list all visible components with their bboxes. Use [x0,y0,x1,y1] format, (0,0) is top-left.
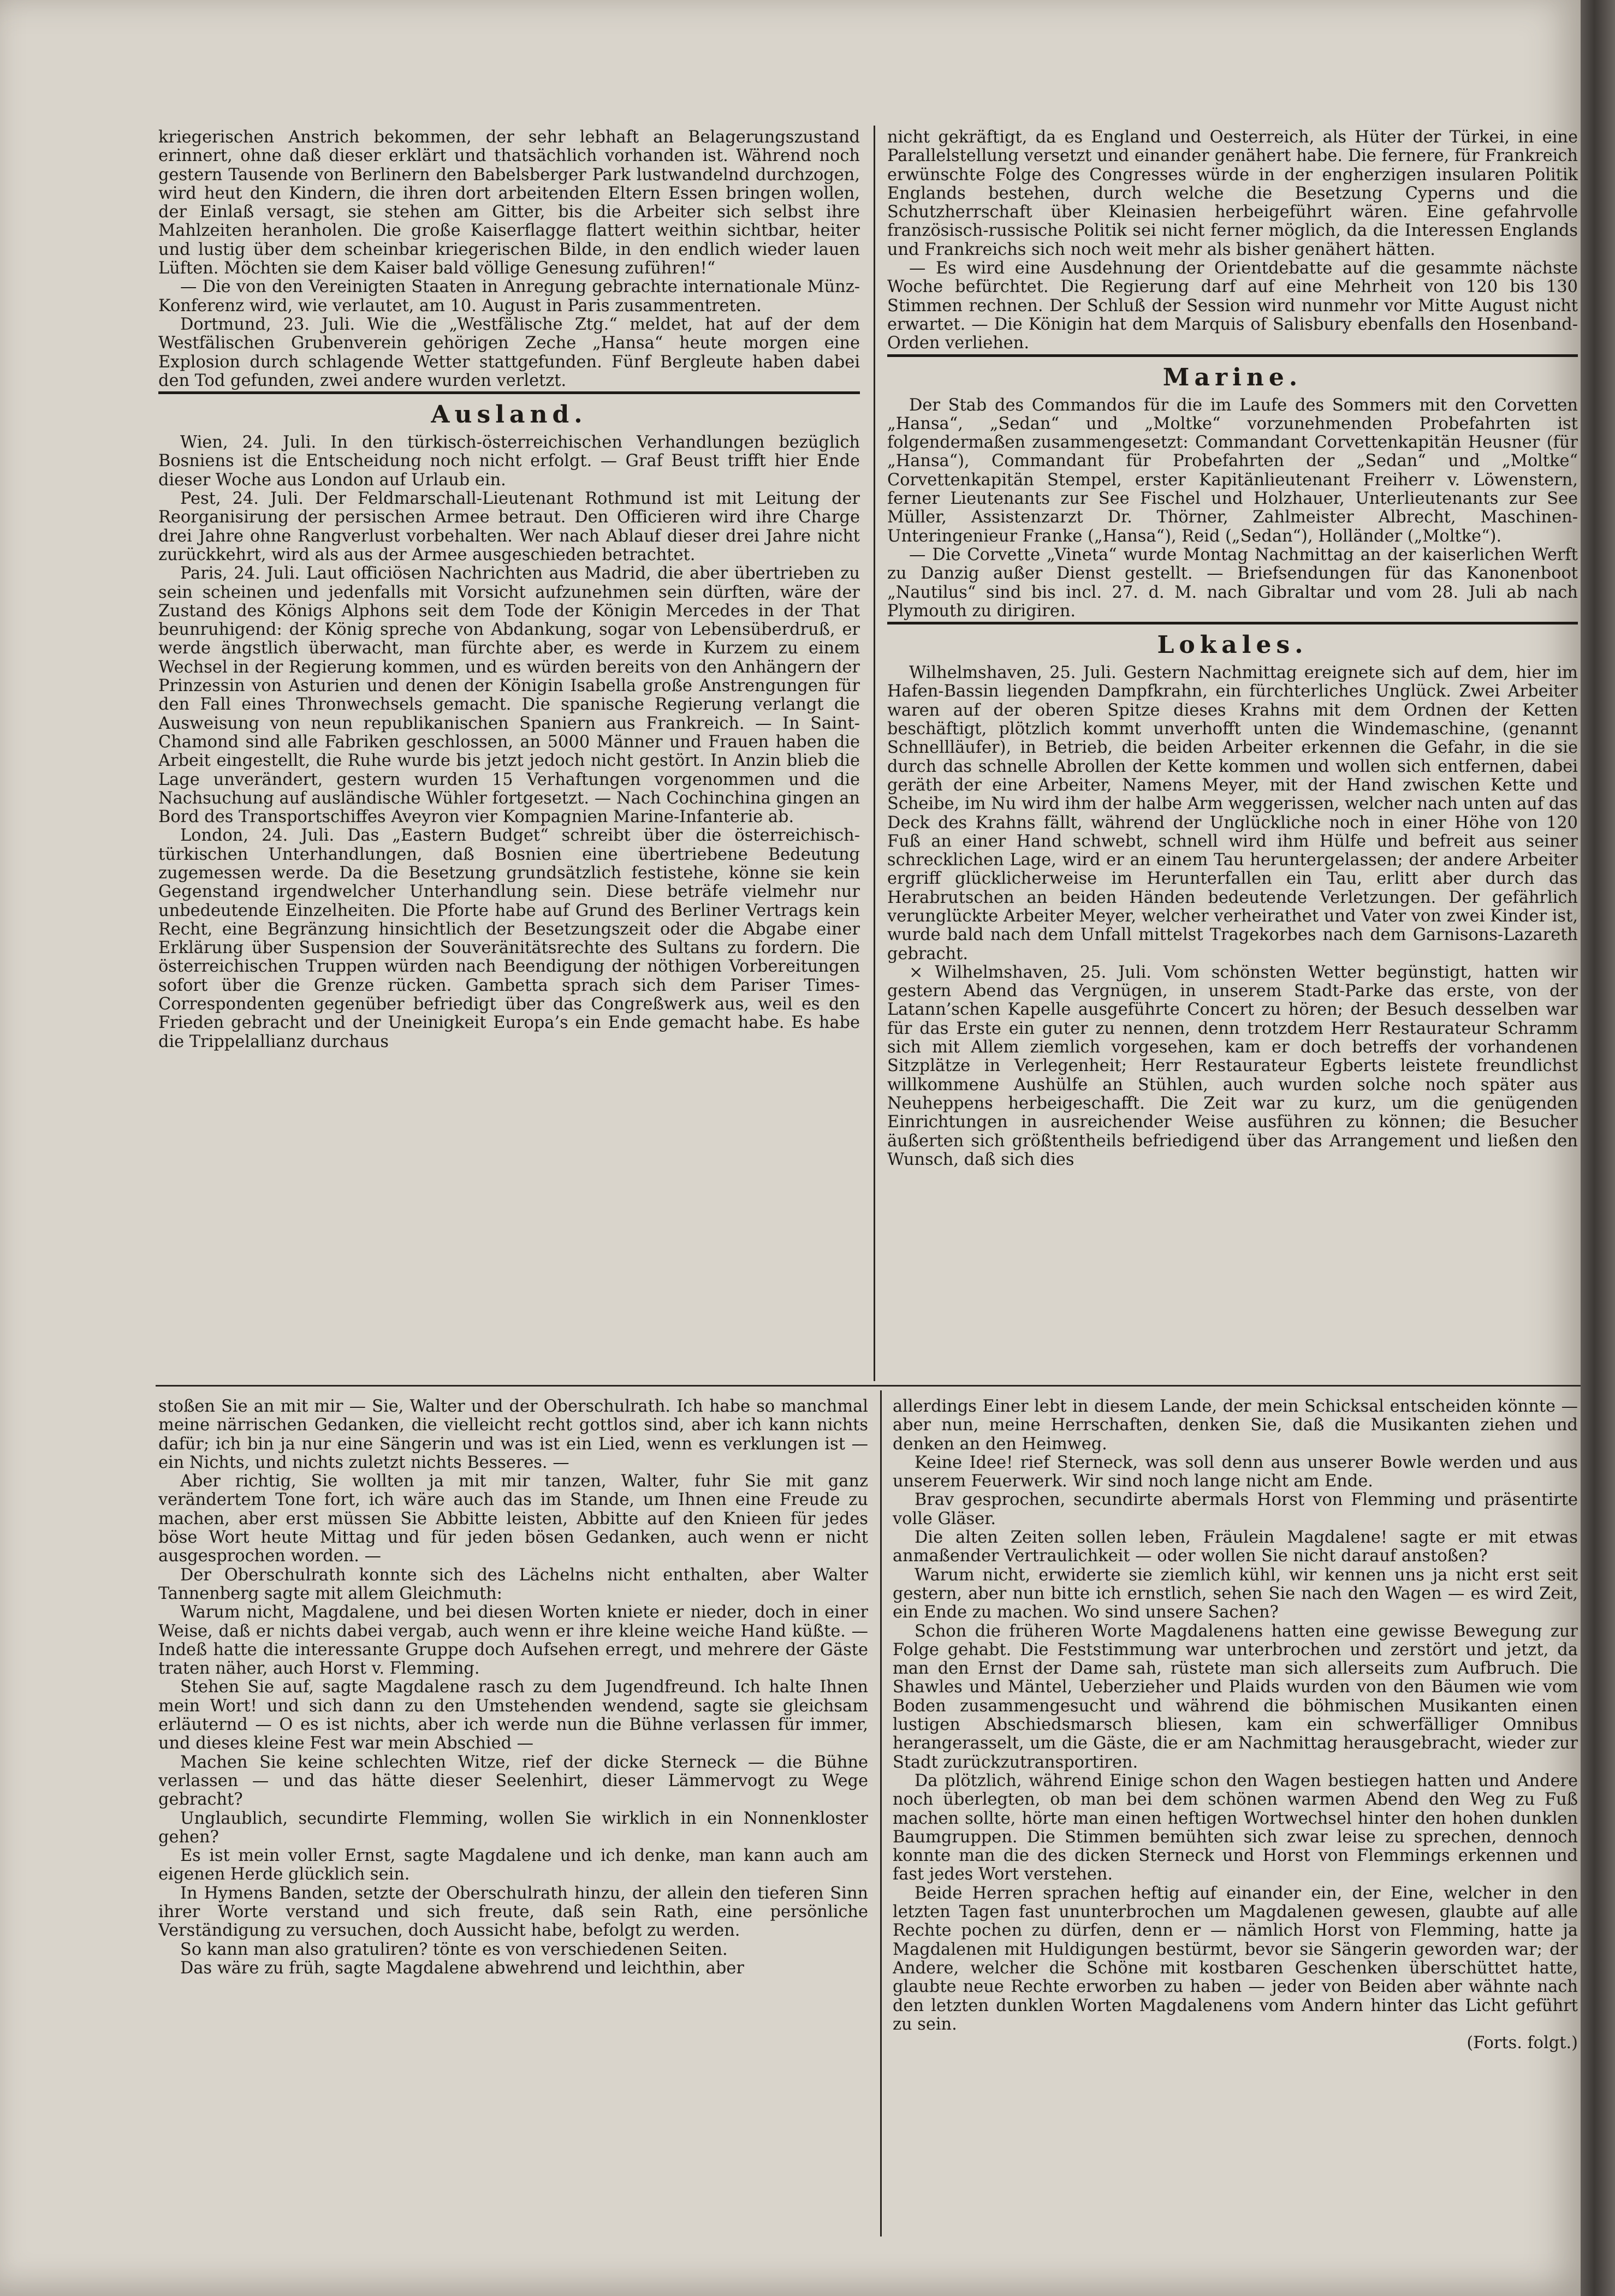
paragraph: Beide Herren sprachen heftig auf einander ein, der Eine, welcher in den letzten Tagen fast ununterbrochen um Magdalenen gewesen, glaubte auf alle Rechte pochen zu dürfen, denn er — nämlich Horst von Flemming, hatte ja Magdalenen mit Huldigungen bestürmt, bevor sie Sängerin geworden war; der Andere, welcher die Schöne mit kostbaren Geschenken überschüttet hatte, glaubte neue Rechte erworben zu haben — jeder von Beiden aber wähnte nach den letzten dunklen Worten Magdalenens vom Andern hinter das Licht geführt zu sein. [893,1883,1578,2034]
paragraph: Es ist mein voller Ernst, sagte Magdalene und ich denke, man kann auch am eigenen Herde glücklich sein. [158,1846,868,1884]
paragraph: Pest, 24. Juli. Der Feldmarschall-Lieutenant Rothmund ist mit Leitung der Reorganisirung der persischen Armee betraut. Den Officieren wird ihre Charge drei Jahre ohne Rangverlust vorbehalten. Wer nach Ablauf dieser drei Jahre nicht zurückkehrt, wird als aus der Armee ausgeschieden betrachtet. [158,489,860,564]
paragraph: Das wäre zu früh, sagte Magdalene abwehrend und leichthin, aber [180,1958,744,1978]
section-heading-ausland: Ausland. [431,401,587,429]
top-left-column [158,128,860,1378]
paragraph: Machen Sie keine schlechten Witze, rief der dicke Sterneck — die Bühne verlassen — und das hätte dieser Seelenhirt, dieser Lämmervogt zu Wege gebracht? [158,1752,868,1810]
heading-rule [158,391,860,394]
paragraph: Wien, 24. Juli. In den türkisch-österreichischen Verhandlungen bezüglich Bosniens ist die Entscheidung noch nicht erfolgt. — Graf Beust trifft hier Ende dieser Woche aus London auf Urlaub ein. [158,433,860,490]
paragraph: stoßen Sie an mit mir — Sie, Walter und der Oberschulrath. Ich habe so manchmal meine närrischen Gedanken, die vielleicht recht gottlos sind, aber ich kann nichts dafür; ich bin ja nur eine Sängerin und was ist ein Lied, wenn es verklungen ist — ein Nichts, und nichts zuletzt nichts Besseres. — [158,1397,868,1472]
continuation-note [893,2034,1578,2053]
bottom-right-column [893,1397,1578,2241]
paragraph: Brav gesprochen, secundirte abermals Horst von Flemming und präsentirte volle Gläser. [893,1490,1578,1528]
paragraph: Warum nicht, erwiderte sie ziemlich kühl, wir kennen uns ja nicht erst seit gestern, aber nun bitte ich ernstlich, sehen Sie nach den Wagen — es wird Zeit, ein Ende zu machen. Wo sind unsere Sachen? [893,1565,1578,1622]
column-divider-top [874,126,875,1381]
paragraph: Schon die früheren Worte Magdalenens hatten eine gewisse Bewegung zur Folge gehabt. Die Feststimmung war unterbrochen und zerstört und jetzt, da man den Ernst der Dame sah, rüstete man sich allerseits zum Aufbruch. Die Shawles und Mäntel, Ueberzieher und Plaids wurden von den Bäumen wie vom Boden zusammengesucht und während die böhmischen Musikanten einen lustigen Abschiedsmarsch bliesen, kam ein schwerfälliger Omnibus herangerasselt, um die Gäste, die er am Nachmittag herausgebracht, wieder zur Stadt zurückzutransportiren. [893,1621,1578,1772]
heading-rule [887,354,1578,357]
paragraph: — Die Corvette „Vineta“ wurde Montag Nachmittag an der kaiserlichen Werft zu Danzig außer Dienst gestellt. — Briefsendungen für das Kanonenboot „Nautilus“ sind bis incl. 27. d. M. nach Gibraltar und vom 28. Juli ab nach Plymouth zu dirigiren. [887,545,1578,621]
paragraph: Der Stab des Commandos für die im Laufe des Sommers mit den Corvetten „Hansa“, „Sedan“ und „Moltke“ vorzunehmenden Probefahrten ist folgendermaßen zusammengesetzt: Commandant Corvettenkapitän Heusner (für „Hansa“), Commandant für Probefahrten der „Sedan“ und „Moltke“ Corvettenkapitän Stempel, erster Kapitänlieutenant Freiherr v. Löwenstern, ferner Lieutenants zur See Fischel und Holzhauer, Unterlieutenants zur See Müller, Assistenzarzt Dr. Thörner, Zahlmeister Albrecht, Maschinen-Unteringenieur Franke („Hansa“), Reid („Sedan“), Holländer („Moltke“). [887,395,1578,546]
paragraph: Unglaublich, secundirte Flemming, wollen Sie wirklich in ein Nonnenkloster gehen? [158,1809,868,1847]
paragraph: Aber richtig, Sie wollten ja mit mir tanzen, Walter, fuhr Sie mit ganz verändertem Tone fort, ich wäre auch das im Stande, um Ihnen eine Freude zu machen, aber erst müssen Sie Abbitte leisten, Abbitte auf den Knieen für jedes böse Wort heute Mittag und für jeden bösen Gedanken, auch wenn er nicht ausgesprochen worden. — [158,1472,868,1566]
paragraph: × Wilhelmshaven, 25. Juli. Vom schönsten Wetter begünstigt, hatten wir gestern Abend das Vergnügen, in unserem Stadt-Parke das erste, von der Latann’schen Kapelle ausgeführte Concert zu hören; der Besuch desselben war für das Erste ein guter zu nennen, denn trotzdem Herr Restaurateur Schramm sich mit Allem ziemlich vorgesehen, kam er doch betreffs der vorhandenen Sitzplätze in Verlegenheit; Herr Restaurateur Egberts leistete freundlichst willkommene Aushülfe an Stühlen, auch wurden solche noch später aus Neuheppens herbeigeschafft. Die Zeit war zu kurz, um die genügenden Einrichtungen in ausreichender Weise ausführen zu können; die Besucher äußerten sich größtentheils befriedigend über das Arrangement und ließen den Wunsch, daß sich dies [887,962,1578,1169]
paragraph: Da plötzlich, während Einige schon den Wagen bestiegen hatten und Andere noch überlegten, ob man bei dem schönen warmen Abend den Weg zu Fuß machen sollte, hörte man einen heftigen Wortwechsel hinter den hohen dunklen Baumgruppen. Die Stimmen bemühten sich zwar leise zu sprechen, dennoch konnte man die des dicken Sterneck und Horst von Flemmings erkennen und fast jedes Wort verstehen. [893,1771,1578,1884]
section-divider [156,1385,1586,1387]
paragraph: Stehen Sie auf, sagte Magdalene rasch zu dem Jugendfreund. Ich halte Ihnen mein Wort! und sich dann zu den Umstehenden wendend, sagte sie gleichsam erläuternd — O es ist nichts, aber ich werde nun die Bühne verlassen für immer, und dieses kleine Fest war mein Abschied — [158,1678,868,1753]
paragraph: Keine Idee! rief Sterneck, was soll denn aus unserer Bowle werden und aus unserem Feuerwerk. Wir sind noch lange nicht am Ende. [893,1453,1578,1491]
paragraph: Die alten Zeiten sollen leben, Fräulein Magdalene! sagte er mit etwas anmaßender Vertraulichkeit — oder wollen Sie nicht darauf anstoßen? [893,1528,1578,1566]
paragraph: — Die von den Vereinigten Staaten in Anregung gebrachte internationale Münz-Konferenz wird, wie verlautet, am 10. August in Paris zusammentreten. [158,277,860,316]
heading-rule [887,622,1578,624]
paragraph: kriegerischen Anstrich bekommen, der sehr lebhaft an Belagerungszustand erinnert, ohne daß dieser erklärt und thatsächlich vorhanden ist. Während noch gestern Tausende von Berlinern den Babelsberger Park lustwandelnd durchzogen, wird heut den Kindern, die ihren dort arbeitenden Eltern Essen bringen wollen, der Einlaß versagt, sie stehen am Gitter, bis die Arbeiter sich selbst ihre Mahlzeiten heranholen. Die große Kaiserflagge flattert weithin sichtbar, heiter und lustig über dem scheinbar kriegerischen Bilde, in den endlich wieder lauen Lüften. Möchten sie dem Kaiser bald völlige Genesung zuführen!“ [158,128,860,278]
top-right-column [887,128,1578,1378]
page-edge [1581,0,1615,2296]
paragraph: — Es wird eine Ausdehnung der Orientdebatte auf die gesammte nächste Woche befürchtet. Die Regierung darf auf eine Mehrheit von 120 bis 130 Stimmen rechnen. Der Schluß der Session wird nunmehr vor Mitte August nicht erwartet. — Die Königin hat dem Marquis of Salisbury ebenfalls den Hosenband-Orden verliehen. [887,259,1578,353]
paragraph: Der Oberschulrath konnte sich des Lächelns nicht enthalten, aber Walter Tannenberg sagte mit allem Gleichmuth: [158,1565,868,1603]
paragraph: nicht gekräftigt, da es England und Oesterreich, als Hüter der Türkei, in eine Parallelstellung versetzt und einander genähert habe. Die fernere, für Frankreich erwünschte Folge des Congresses würde in der engherzigen insularen Politik Englands bestehen, durch welche die Besetzung Cyperns und die Schutzherrschaft über Kleinasien herbeigeführt wären. Eine gefahrvolle französisch-russische Politik sei nicht ferner möglich, da die Interessen Englands und Frankreichs sich noch weit mehr als bisher genähert hätten. [887,128,1578,259]
forts-folgt: (Forts. folgt.) [1466,2033,1578,2053]
paragraph: So kann man also gratuliren? tönte es von verschiedenen Seiten. [180,1940,728,1959]
section-heading-marine: Marine. [1162,363,1303,391]
paragraph: London, 24. Juli. Das „Eastern Budget“ schreibt über die österreichisch-türkischen Unterhandlungen, daß Bosnien eine übertriebene Bedeutung zugemessen werde. Da die Besetzung grundsätzlich festistehe, könne sie kein Gegenstand irgendwelcher Unterhandlung sein. Diese beträfe vielmehr nur unbedeutende Einzelheiten. Die Pforte habe auf Grund des Berliner Vertrags kein Recht, eine Begränzung hinsichtlich der Besetzungszeit oder die Abgabe einer Erklärung über Suspension der Souveränitätsrechte des Sultans zu fordern. Die österreichischen Truppen würden nach Beendigung der nöthigen Vorbereitungen sofort über die Grenze rücken. Gambetta sprach sich dem Pariser Times-Correspondenten gegenüber befriedigt über das Congreßwerk aus, weil es den Frieden gebracht und der Uneinigkeit Europa’s ein Ende gemacht habe. Es habe die Trippelallianz durchaus [158,826,860,1051]
column-divider-bottom [880,1390,882,2236]
paragraph: In Hymens Banden, setzte der Oberschulrath hinzu, der allein den tieferen Sinn ihrer Worte verstand und sich freute, daß sein Rath, eine persönliche Verständigung zu versuchen, doch Aussicht habe, befolgt zu werden. [158,1883,868,1941]
paragraph: Wilhelmshaven, 25. Juli. Gestern Nachmittag ereignete sich auf dem, hier im Hafen-Bassin liegenden Dampfkrahn, ein fürchterliches Unglück. Zwei Arbeiter waren auf der oberen Spitze dieses Krahns mit dem Ordnen der Ketten beschäftigt, plötzlich kommt unverhofft unten die Windemaschine, (genannt Schnellläufer), in Betrieb, die beiden Arbeiter erkennen die Gefahr, in die sie durch das schnelle Abrollen der Kette kommen und wollen sich entfernen, dabei geräth der eine Arbeiter, Namens Meyer, mit der Hand zwischen Kette und Scheibe, im Nu wird ihm der halbe Arm weggerissen, welcher nach unten auf das Deck des Krahns fällt, während der Unglückliche noch in einer Höhe von 120 Fuß an einer Hand schwebt, schnell wird ihm Hülfe und befreit aus seiner schrecklichen Lage, wird er an einem Tau heruntergelassen; der andere Arbeiter ergriff glücklicherweise im Herunterfallen ein Tau, erlitt aber durch das Herabrutschen an beiden Händen bedeutende Verletzungen. Der gefährlich verunglückte Arbeiter Meyer, welcher verheirathet und Vater von zwei Kinder ist, wurde bald nach dem Unfall mittelst Tragekorbes nach dem Garnisons-Lazareth gebracht. [887,663,1578,963]
paragraph: Paris, 24. Juli. Laut officiösen Nachrichten aus Madrid, die aber übertrieben zu sein scheinen und jedenfalls mit Vorsicht aufzunehmen sein dürften, wäre der Zustand des Königs Alphons seit dem Tode der Königin Mercedes in der That beunruhigend: der König spreche von Abdankung, sogar von Lebensüberdruß, er werde ängstlich überwacht, man fürchte aber, es werde in Kurzem zu einem Wechsel in der Regierung kommen, und es würden bereits von den Anhängern der Prinzessin von Asturien und denen der Königin Isabella große Anstrengungen für den Fall eines Thronwechsels gemacht. Die spanische Regierung verlangt die Ausweisung von neun republikanischen Spaniern aus Frankreich. — In Saint-Chamond sind alle Fabriken geschlossen, an 5000 Männer und Frauen haben die Arbeit eingestellt, die Ruhe wurde bis jetzt jedoch nicht gestört. In Anzin blieb die Lage unverändert, gestern wurden 15 Verhaftungen vorgenommen und die Nachsuchung auf ausländische Wühler fortgesetzt. — Nach Cochinchina gingen an Bord des Transportschiffes Aveyron vier Kompagnien Marine-Infanterie ab. [158,564,860,827]
paragraph: Dortmund, 23. Juli. Wie die „Westfälische Ztg.“ meldet, hat auf der dem Westfälischen Grubenverein gehörigen Zeche „Hansa“ heute morgen eine Explosion durch schlagende Wetter stattgefunden. Fünf Bergleute haben dabei den Tod gefunden, zwei andere wurden verletzt. [158,314,860,390]
bottom-left-column [158,1397,868,2241]
section-heading-lokales: Lokales. [1157,631,1308,659]
paragraph: Warum nicht, Magdalene, und bei diesen Worten kniete er nieder, doch in einer Weise, daß er nichts dabei vergab, auch wenn er ihre kleine weiche Hand küßte. — Indeß hatte die interessante Gruppe doch Aufsehen erregt, und mehrere der Gäste traten näher, auch Horst v. Flemming. [158,1603,868,1679]
paragraph: allerdings Einer lebt in diesem Lande, der mein Schicksal entscheiden könnte — aber nun, meine Herrschaften, denken Sie, daß die Musikanten ziehen und denken an den Heimweg. [893,1397,1578,1454]
